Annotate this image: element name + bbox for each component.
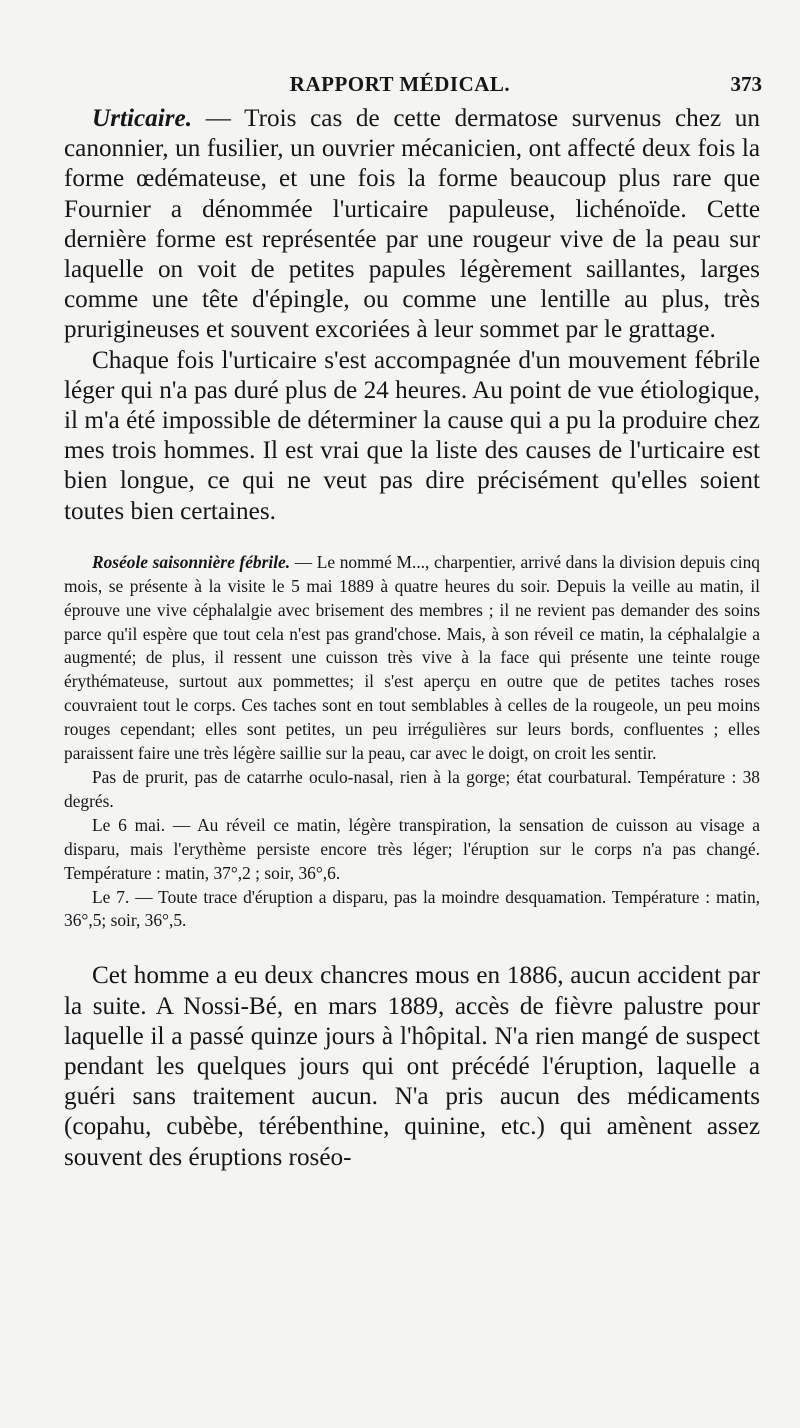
paragraph-day-6: Le 6 mai. — Au réveil ce matin, légère transpiration, la sensation de cuisson au visage a disparu, mais l'erythème persiste encore très léger; l'éruption sur le corps n'a pas changé. Température : matin, 37°,2 ; soir, 36°,6. — [64, 814, 760, 883]
paragraph-urticaire-etiology: Chaque fois l'urticaire s'est accompagnée d'un mouvement fébrile léger qui n'a pas duré plus de 24 heures. Au point de vue étiologique, il m'a été impossible de déterminer la cause qui a pu la produire chez mes trois hommes. Il est vrai que la liste des causes de l'urticaire est bien longue, ce qui ne veut pas dire précisément qu'elles soient toutes bien certaines. — [64, 346, 760, 525]
running-head-title: RAPPORT MÉDICAL. — [289, 72, 511, 96]
section-lead-urticaire: Urticaire. — [92, 105, 193, 132]
running-head — [0, 72, 800, 102]
paragraph-text: — Le nommé M..., charpentier, arrivé dans la division depuis cinq mois, se présente à la visite le 5 mai 1889 à quatre heures du soir. Depuis la veille au matin, il éprouve une vive céphalalgie avec brisement des membres ; il ne revient pas demander des soins parce qu'il espère que tout cela n'est pas grand'chose. Mais, à son réveil ce matin, la céphalalgie a augmenté; de plus, il ressent une cuisson très vive à la face qui présente une teinte rouge érythémateuse, surtout aux pommettes; il s'est aperçu en outre que de petites taches roses couvraient tout le corps. Ces taches sont en tout semblables à celles de la rougeole, un peu moins rouges cependant; elles sont petites, un peu irrégulières sur leurs bords, confluentes ; elles paraissent faire une très légère saillie sur la peau, car avec le doigt, on croit les sentir. — [64, 551, 760, 764]
paragraph-symptoms: Pas de prurit, pas de catarrhe oculo-nasal, rien à la gorge; état courbatural. Température : 38 degrés. — [64, 767, 760, 811]
paragraph-urticaire — [64, 104, 760, 346]
paragraph-text: — Trois cas de cette dermatose survenus chez un canonnier, un fusilier, un ouvrier mécanicien, ont affecté deux fois la forme œdémateuse, et une fois la forme beaucoup plus rare que Fournier a dénommée l'urticaire papuleuse, lichénoïde. Cette dernière forme est représentée par une rougeur vive de la peau sur laquelle on voit de petites papules légèrement saillantes, larges comme une tête d'épingle, ou comme une lentille au plus, très prurigineuses et souvent excoriées à leur sommet par le grattage. — [64, 105, 760, 344]
page-number: 373 — [730, 72, 762, 96]
paragraph-roseole — [64, 551, 760, 766]
section-lead-roseole: Roséole saisonnière fébrile. — [92, 551, 291, 572]
paragraph-day-7: Le 7. — Toute trace d'éruption a disparu, pas la moindre desquamation. Température : matin, 36°,5; soir, 36°,5. — [64, 886, 760, 931]
paragraph-history: Cet homme a eu deux chancres mous en 1886, aucun accident par la suite. A Nossi-Bé, en mars 1889, accès de fièvre palustre pour laquelle il a passé quinze jours à l'hôpital. N'a rien mangé de suspect pendant les quelques jours qui ont précédé l'éruption, laquelle a guéri sans traitement aucun. N'a pris aucun des médicaments (copahu, cubèbe, térébenthine, quinine, etc.) qui amènent assez souvent des éruptions roséo- — [64, 962, 760, 1171]
body-text — [64, 104, 760, 1173]
